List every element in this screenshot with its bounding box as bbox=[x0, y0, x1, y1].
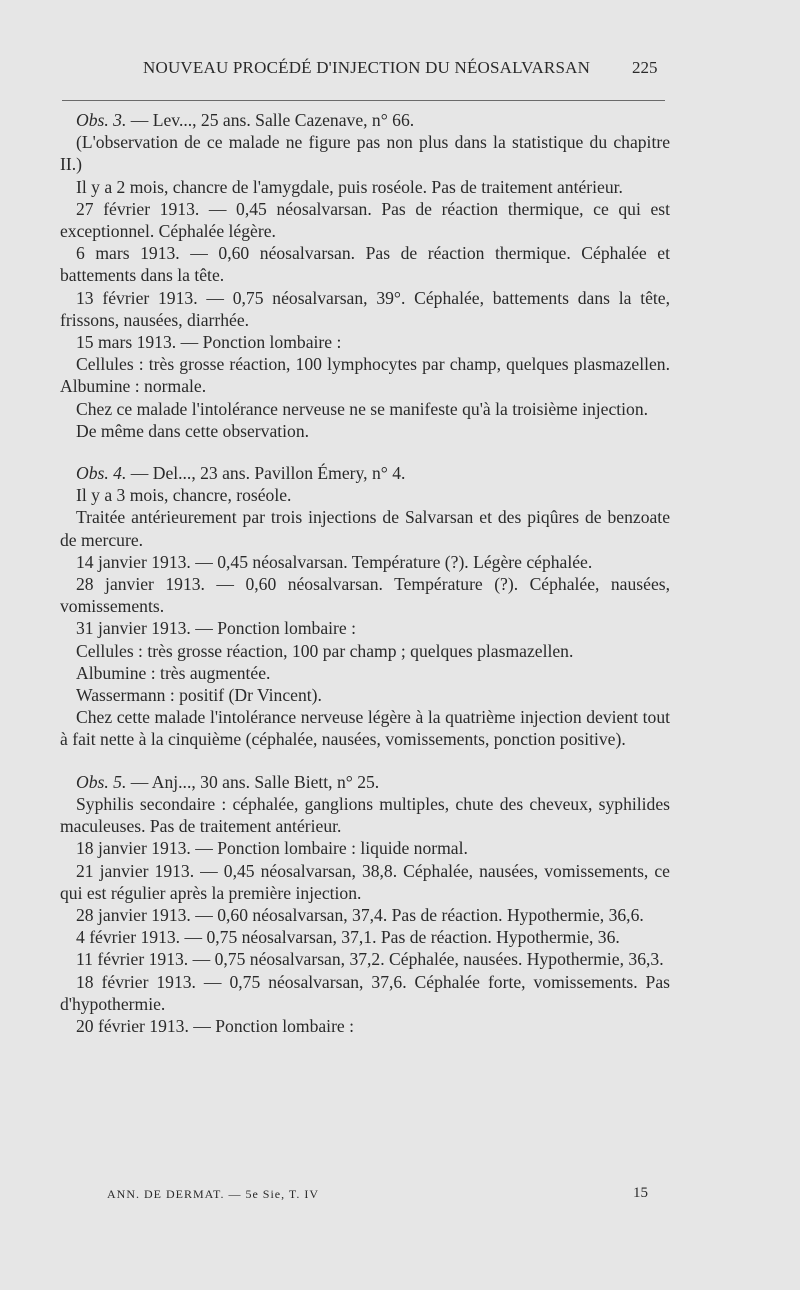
paragraph: Wassermann : positif (Dr Vincent). bbox=[76, 685, 322, 706]
footer-number: 15 bbox=[633, 1185, 648, 1201]
paragraph: 28 janvier 1913. — 0,60 néosalvarsan, 37,4. Pas de réaction. Hypothermie, 36,6. bbox=[76, 904, 644, 925]
observation-label: Obs. 4. bbox=[76, 463, 127, 484]
paragraph: 13 février 1913. — 0,75 néosalvarsan, 39°. Céphalée, battements dans la tête, frissons, nausées, diarrhée. bbox=[60, 287, 670, 330]
paragraph: 31 janvier 1913. — Ponction lombaire : bbox=[76, 618, 356, 639]
observation-label: Obs. 5. bbox=[76, 771, 127, 792]
paragraph: Chez ce malade l'intolérance nerveuse ne se manifeste qu'à la troisième injection. bbox=[76, 398, 649, 419]
observation-heading bbox=[60, 462, 670, 484]
header-rule bbox=[62, 100, 665, 101]
observation-heading bbox=[60, 771, 670, 793]
section-gap bbox=[60, 751, 670, 771]
paragraph: Traitée antérieurement par trois injections de Salvarsan et des piqûres de benzoate de mercure. bbox=[60, 507, 670, 550]
paragraph: Il y a 2 mois, chancre de l'amygdale, puis roséole. Pas de traitement antérieur. bbox=[76, 176, 623, 197]
paragraph: 21 janvier 1913. — 0,45 néosalvarsan, 38,8. Céphalée, nausées, vomissements, ce qui est régulier après la première injection. bbox=[60, 860, 670, 903]
paragraph: Il y a 3 mois, chancre, roséole. bbox=[76, 485, 292, 506]
running-head bbox=[0, 58, 800, 88]
paragraph: 15 mars 1913. — Ponction lombaire : bbox=[76, 332, 342, 353]
section-gap bbox=[60, 442, 670, 462]
body-text bbox=[60, 109, 670, 1037]
paragraph: 28 janvier 1913. — 0,60 néosalvarsan. Température (?). Céphalée, nausées, vomissements. bbox=[60, 574, 670, 617]
paragraph: 11 février 1913. — 0,75 néosalvarsan, 37,2. Céphalée, nausées. Hypothermie, 36,3. bbox=[76, 949, 664, 970]
paragraph: Chez cette malade l'intolérance nerveuse légère à la quatrième injection devient tout à fait nette à la cinquième (céphalée, nausées, vomissements, ponction positive). bbox=[60, 707, 670, 750]
paragraph: 18 février 1913. — 0,75 néosalvarsan, 37,6. Céphalée forte, vomissements. Pas d'hypothermie. bbox=[60, 971, 670, 1014]
paragraph: Cellules : très grosse réaction, 100 par champ ; quelques plasmazellen. bbox=[76, 640, 574, 661]
footer bbox=[0, 1187, 800, 1207]
paragraph: De même dans cette observation. bbox=[76, 420, 310, 441]
observation-heading bbox=[60, 109, 670, 131]
observation-text: — Del..., 23 ans. Pavillon Émery, n° 4. bbox=[126, 463, 406, 484]
observation-text: — Anj..., 30 ans. Salle Biett, n° 25. bbox=[126, 771, 380, 792]
observation-text: — Lev..., 25 ans. Salle Cazenave, n° 66. bbox=[126, 110, 415, 130]
paragraph: (L'observation de ce malade ne figure pas non plus dans la statistique du chapitre II.) bbox=[60, 132, 670, 175]
paragraph: Syphilis secondaire : céphalée, ganglions multiples, chute des cheveux, syphilides maculeuses. Pas de traitement antérieur. bbox=[60, 793, 670, 837]
footer-signature: ANN. DE DERMAT. — 5e Sie, T. IV bbox=[107, 1187, 319, 1201]
running-title: NOUVEAU PROCÉDÉ D'INJECTION DU NÉOSALVARSAN bbox=[143, 58, 591, 77]
paragraph: 20 février 1913. — Ponction lombaire : bbox=[76, 1015, 355, 1036]
paragraph: 6 mars 1913. — 0,60 néosalvarsan. Pas de réaction thermique. Céphalée et battements dans la tête. bbox=[60, 243, 670, 286]
paragraph: 18 janvier 1913. — Ponction lombaire : liquide normal. bbox=[76, 838, 468, 859]
page-number: 225 bbox=[632, 58, 658, 77]
observation-label: Obs. 3. bbox=[76, 110, 127, 130]
paragraph: Cellules : très grosse réaction, 100 lymphocytes par champ, quelques plasmazellen. Albumine : normale. bbox=[60, 354, 670, 397]
paragraph: 4 février 1913. — 0,75 néosalvarsan, 37,1. Pas de réaction. Hypothermie, 36. bbox=[76, 927, 620, 948]
paragraph: 14 janvier 1913. — 0,45 néosalvarsan. Température (?). Légère céphalée. bbox=[76, 551, 593, 572]
paragraph: Albumine : très augmentée. bbox=[76, 662, 271, 683]
paragraph: 27 février 1913. — 0,45 néosalvarsan. Pas de réaction thermique, ce qui est exceptionnel. Céphalée légère. bbox=[60, 198, 670, 242]
